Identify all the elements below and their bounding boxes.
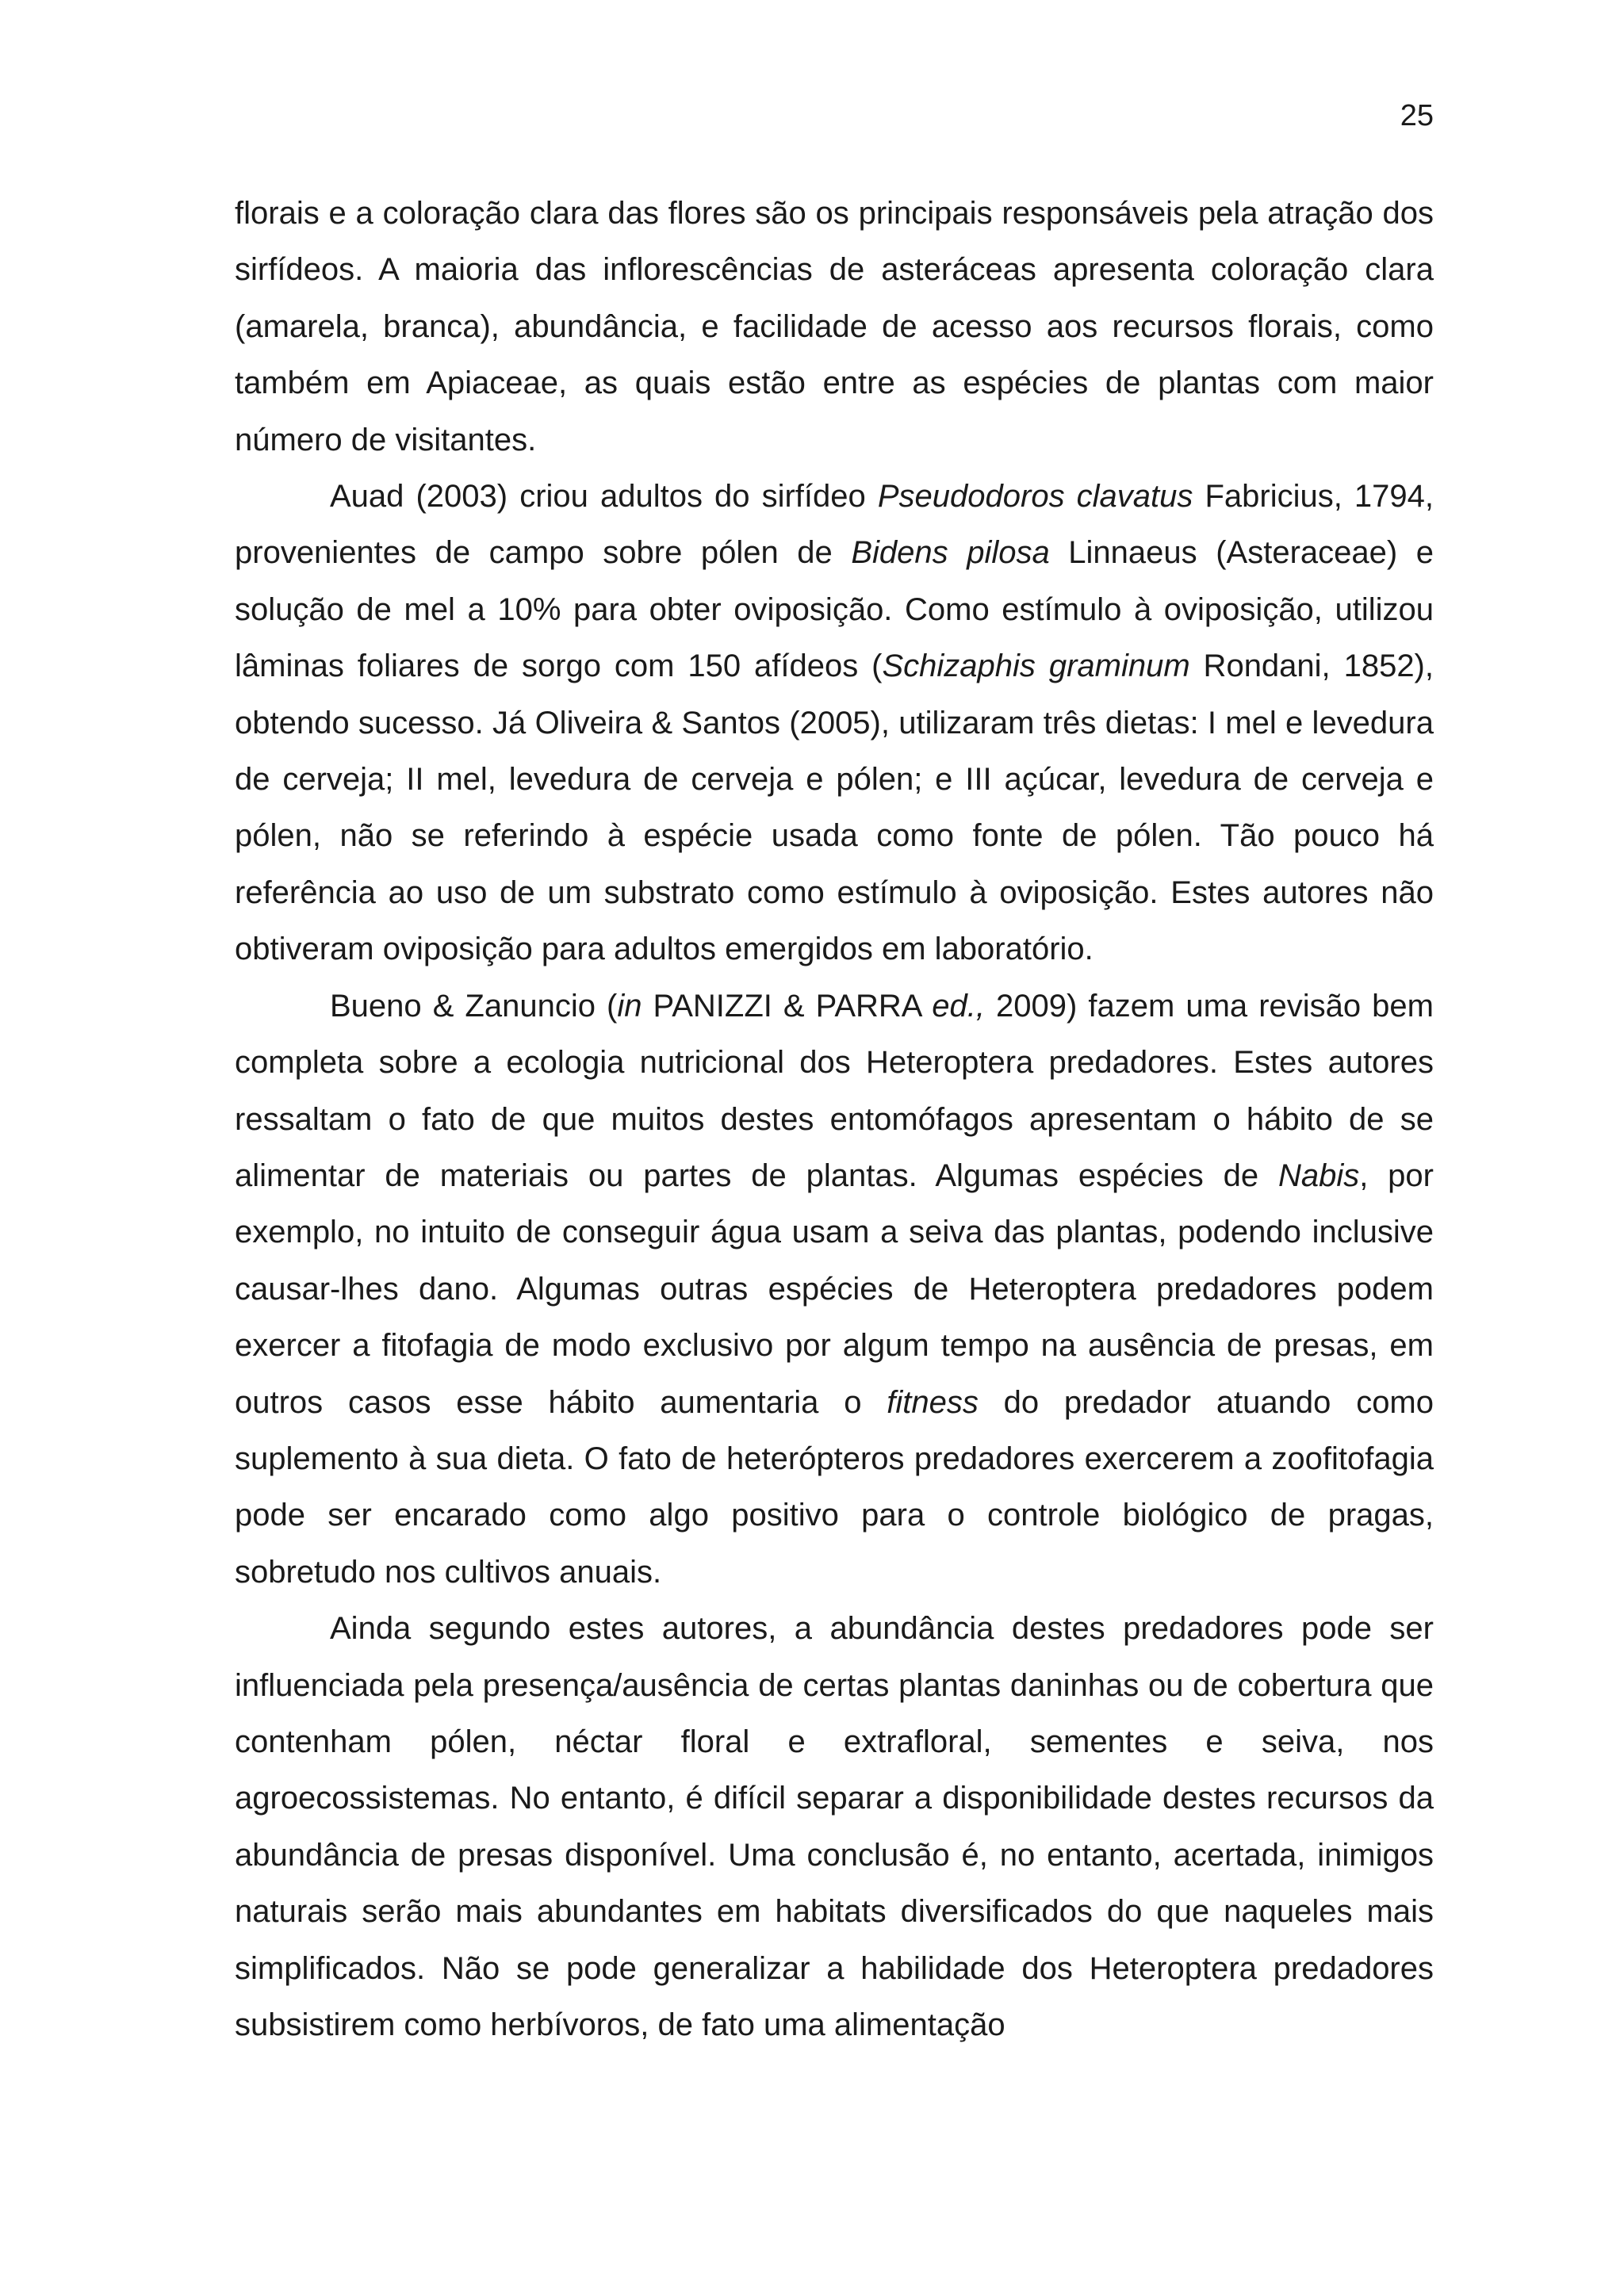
- italic-term: in: [617, 988, 642, 1024]
- italic-species-name: Pseudodoros clavatus: [877, 479, 1193, 515]
- text-segment: PANIZZI & PARRA: [642, 988, 933, 1024]
- text-segment: Ainda segundo estes autores, a abundância destes predadores pode ser influenciada pela presença/ausência de certas plantas daninhas ou de cobertura que contenham pólen, néctar floral e extrafloral, sementes e seiva, nos agroecossistemas. No entanto, é difícil separar a disponibilidade destes recursos da abundância de presas disponível. Uma conclusão é, no entanto, acertada, inimigos naturais serão mais abundantes em habitats diversificados do que naqueles mais simplificados. Não se pode generalizar a habilidade dos Heteroptera predadores subsistirem como herbívoros, de fato uma alimentação: [235, 1611, 1434, 2042]
- text-segment: Linnaeus (Asteraceae) e solução de mel a 10% para obter oviposição. Como estímulo à oviposição, utilizou lâminas foliares de sorgo com 150 afídeos (: [235, 535, 1434, 684]
- text-segment: Bueno & Zanuncio (: [330, 988, 618, 1024]
- text-segment: , por exemplo, no intuito de conseguir água usam a seiva das plantas, podendo inclusive causar-lhes dano. Algumas outras espécies de Heteroptera predadores podem exercer a fitofagia de modo exclusivo por algum tempo na ausência de presas, em outros casos esse hábito aumentaria o: [235, 1158, 1434, 1420]
- text-segment: 2009) fazem uma revisão bem completa sobre a ecologia nutricional dos Heteroptera predadores. Estes autores ressaltam o fato de que muitos destes entomófagos apresentam o hábito de se alimentar de materiais ou partes de plantas. Algumas espécies de: [235, 988, 1434, 1193]
- italic-species-name: Schizaphis graminum: [882, 649, 1190, 684]
- paragraph-2: [235, 469, 1434, 978]
- paragraph-4: [235, 1601, 1434, 2053]
- italic-genus-name: Nabis: [1277, 1158, 1360, 1193]
- paragraph-3: [235, 978, 1434, 1601]
- text-segment: do predador atuando como suplemento à sua dieta. O fato de heterópteros predadores exercerem a zoofitofagia pode ser encarado como algo positivo para o controle biológico de pragas, sobretudo nos cultivos anuais.: [235, 1384, 1434, 1590]
- italic-species-name: Bidens pilosa: [851, 535, 1050, 571]
- text-segment: Fabricius, 1794, provenientes de campo sobre pólen de: [235, 479, 1434, 571]
- page-number: 25: [1400, 99, 1434, 132]
- text-segment: florais e a coloração clara das flores são os principais responsáveis pela atração dos sirfídeos. A maioria das inflorescências de asteráceas apresenta coloração clara (amarela, branca), abundância, e facilidade de acesso aos recursos florais, como também em Apiaceae, as quais estão entre as espécies de plantas com maior número de visitantes.: [235, 196, 1434, 457]
- text-segment: Rondani, 1852), obtendo sucesso. Já Oliveira & Santos (2005), utilizaram três dietas: I mel e levedura de cerveja; II mel, levedura de cerveja e pólen; e III açúcar, levedura de cerveja e pólen, não se referindo à espécie usada como fonte de pólen. Tão pouco há referência ao uso de um substrato como estímulo à oviposição. Estes autores não obtiveram oviposição para adultos emergidos em laboratório.: [235, 649, 1434, 967]
- paragraph-1: [235, 186, 1434, 469]
- italic-term: fitness: [887, 1384, 979, 1420]
- text-segment: Auad (2003) criou adultos do sirfídeo: [330, 479, 878, 515]
- italic-term: ed.,: [932, 988, 986, 1024]
- body-text: [235, 186, 1434, 2053]
